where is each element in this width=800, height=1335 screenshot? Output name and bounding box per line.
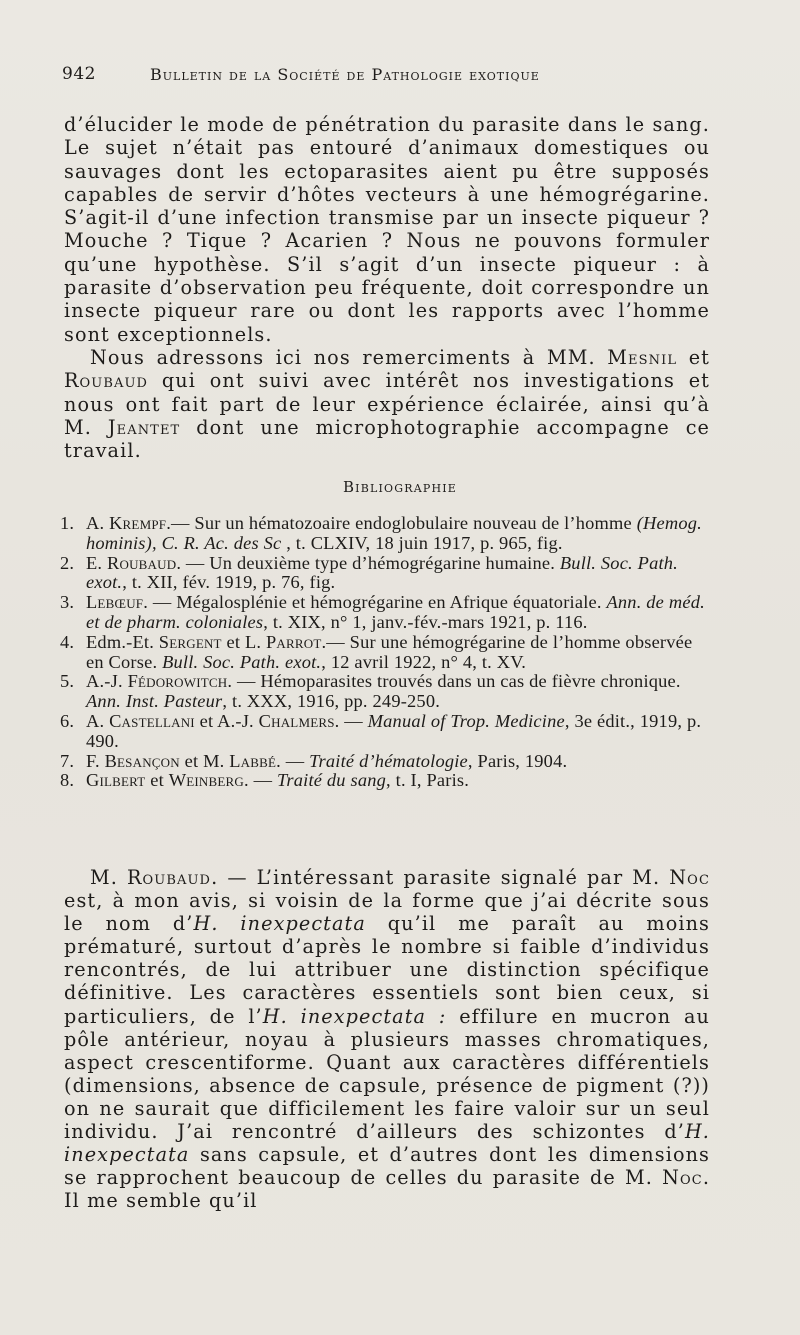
entry-author: Chalmers xyxy=(258,710,335,731)
bibliography-list xyxy=(60,514,710,791)
author-roubaud: Roubaud xyxy=(64,369,149,393)
entry-number: 6. xyxy=(60,710,75,731)
author-jeantet: Jeantet xyxy=(107,415,181,439)
p2-text-d: dont une microphotographie accompagne ce travail. xyxy=(64,415,711,463)
entry-text: . — xyxy=(334,710,368,731)
entry-source: Ann. Inst. Pasteur xyxy=(86,691,223,712)
entry-author: Weinberg xyxy=(168,770,244,791)
entry-text: . — xyxy=(243,770,277,791)
paragraph-1: d’élucider le mode de pénétration du parasite dans le sang. Le sujet n’était pas entouré d’animaux domestiques ou sauvages dont les ectoparasites aient pu être supposés capables de servir d’hôtes vecteurs à une hémogrégarine. S’agit-il d’une infection transmise par un insecte piqueur ? Mouche ? Tique ? Acarien ? Nous ne pouvons formuler qu’une hypothèse. S’il s’agit d’un insecte piqueur : à parasite d’observation peu fréquente, doit correspondre un insecte piqueur rare ou dont les rapports avec l’homme sont exceptionnels. xyxy=(64,113,710,346)
p2-text-c: qui ont suivi avec intérêt nos investigations et nous ont fait part de leur expérience éclairée, ainsi qu’à M. xyxy=(64,369,710,439)
bibliography-entry xyxy=(60,752,710,772)
entry-number: 1. xyxy=(60,513,75,533)
discussion-block xyxy=(64,866,710,1212)
entry-text: E. xyxy=(86,552,108,573)
paragraph-2 xyxy=(64,346,710,462)
entry-author: Parrot xyxy=(266,631,322,652)
bibliography-entry xyxy=(60,712,710,752)
entry-text: et L. xyxy=(221,631,266,652)
entry-text: . — xyxy=(276,750,310,771)
entry-number: 2. xyxy=(60,552,75,573)
entry-number: 8. xyxy=(60,770,75,791)
disc-text-6: . Il me semble qu’il xyxy=(64,1166,711,1213)
disc-text-3: qu’il me paraît au moins prématuré, surtout d’après le nombre si faible d’individus rencontrés, de lui attribuer une distinction spécifique définitive. Les caractères essentiels sont bien ceux, si particuliers, de l’ xyxy=(64,912,711,1028)
disc-text-2: est, à mon avis, si voisin de la forme que j’ai décrite sous le nom d’ xyxy=(64,889,710,936)
author-noc: Noc xyxy=(662,1166,703,1190)
disc-text-5: sans capsule, et d’autres dont les dimensions se rapprochent beaucoup de celles du parasite de M. xyxy=(64,1143,711,1190)
entry-text: et A.-J. xyxy=(194,710,259,731)
text-block-top xyxy=(64,113,710,462)
bibliography-heading: Bibliographie xyxy=(342,478,458,496)
entry-text: . — Un deuxième type d’hémogrégarine humaine. xyxy=(176,552,560,573)
bibliography-entry xyxy=(60,593,710,633)
running-header xyxy=(62,64,662,88)
species-name: H. inexpectata : xyxy=(262,1004,447,1028)
entry-text: .— Sur un hématozoaire endoglobulaire nouveau de l’homme xyxy=(166,513,637,533)
entry-text: et M. xyxy=(179,750,230,771)
entry-author: Castellani xyxy=(109,710,195,731)
disc-text-1: . — L’intéressant parasite signalé par M. xyxy=(211,866,661,889)
entry-text: , 12 avril 1922, n° 4, t. XV. xyxy=(321,651,527,672)
bibliography-entry xyxy=(60,633,710,673)
entry-source: Bull. Soc. Path. exot. xyxy=(162,651,322,672)
discussion-paragraph xyxy=(64,866,710,1212)
entry-author: Labbé xyxy=(229,750,277,771)
entry-text: .— Sur une hémogrégarine de l’homme observée en Corse. xyxy=(86,631,693,672)
bibliography-entry xyxy=(60,554,710,594)
p2-text-a: Nous adressons ici nos remerciments à MM. xyxy=(90,345,596,369)
entry-text: et xyxy=(145,770,169,791)
entry-text: Edm.-Et. xyxy=(86,631,159,652)
entry-number: 7. xyxy=(60,750,75,771)
speaker-name: M. Roubaud xyxy=(90,866,212,889)
entry-author: Besançon xyxy=(104,750,180,771)
entry-author: Fédorowitch xyxy=(127,671,228,692)
disc-text-4: effilure en mucron au pôle antérieur, noyau à plusieurs masses chromatiques, aspect crescentiforme. Quant aux caractères différentiels (dimensions, absence de capsule, présence de pigment (?)) on ne saurait que difficilement les faire valoir sur un seul individu. J’ai rencontré d’ailleurs des schizontes d’ xyxy=(64,1004,710,1144)
entry-source: Ann. de méd. et de pharm. coloniales xyxy=(86,592,705,632)
bibliography-entry xyxy=(60,672,710,712)
entry-source: Manual of Trop. Medicine xyxy=(367,710,565,731)
entry-number: 3. xyxy=(60,592,75,613)
entry-source: Traité du sang xyxy=(276,770,387,791)
bibliography-entry xyxy=(60,514,710,554)
species-name: H. inexpectata xyxy=(64,1120,710,1167)
entry-text: , t. XXX, 1916, pp. 249-250. xyxy=(222,691,441,712)
species-name: H. inexpectata xyxy=(193,912,366,936)
entry-text: A. xyxy=(86,513,110,533)
entry-text: , t. XIX, n° 1, janv.-fév.-mars 1921, p. 116. xyxy=(263,611,588,632)
entry-source: Bull. Soc. Path. exot. xyxy=(86,552,678,593)
running-title: Bulletin de la Société de Pathologie exotique xyxy=(150,65,540,84)
entry-text: , t. XII, fév. 1919, p. 76, fig. xyxy=(122,572,336,593)
entry-author: Gilbert xyxy=(86,770,146,791)
entry-source: (Hemog. hominis), C. R. Ac. des Sc xyxy=(86,513,702,553)
entry-author: Lebœuf xyxy=(86,592,144,613)
entry-text: A. xyxy=(86,710,110,731)
entry-text: . — Mégalosplénie et hémogrégarine en Afrique équatoriale. xyxy=(143,592,607,613)
entry-author: Roubaud xyxy=(107,552,177,573)
entry-source: Traité d’hématologie xyxy=(309,750,468,771)
author-mesnil: Mesnil xyxy=(607,345,678,369)
entry-author: Krempf xyxy=(109,513,167,533)
entry-number: 5. xyxy=(60,671,75,692)
entry-text: , 3e édit., 1919, p. 490. xyxy=(86,710,702,751)
entry-author: Sergent xyxy=(158,631,222,652)
entry-number: 4. xyxy=(60,631,75,652)
entry-text: , t. CLXIV, 18 juin 1917, p. 965, fig. xyxy=(281,532,563,553)
p2-text-b: et xyxy=(688,345,710,369)
page-number: 942 xyxy=(62,64,96,84)
entry-text: F. xyxy=(86,750,105,771)
bibliography-entry xyxy=(60,771,710,791)
entry-text: . — Hémoparasites trouvés dans un cas de fièvre chronique. xyxy=(227,671,681,692)
entry-text: , Paris, 1904. xyxy=(467,750,568,771)
entry-text: A.-J. xyxy=(86,671,128,692)
entry-text: , t. I, Paris. xyxy=(386,770,470,791)
author-noc: Noc xyxy=(669,866,710,889)
